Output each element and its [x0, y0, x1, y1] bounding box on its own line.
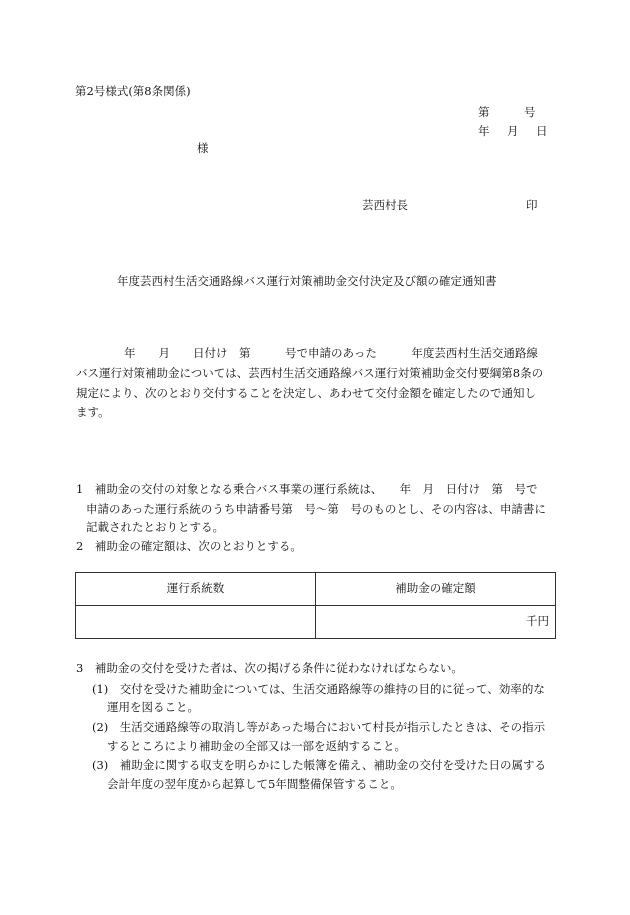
item-3: 3 補助金の交付を受けた者は、次の掲げる条件に従わなければならない。	[76, 661, 463, 675]
item-2: 2 補助金の確定額は、次のとおりとする。	[76, 539, 302, 553]
route-count-cell	[76, 606, 316, 639]
condition-2-line-2: するところにより補助金の全部又は一部を返納すること。	[107, 739, 406, 753]
item-1-line-3: 記載されたとおりとする。	[86, 520, 224, 534]
condition-3-line-1: (3) 補助金に関する収支を明らかにした帳簿を備え、補助金の交付を受けた日の属する	[92, 758, 546, 772]
condition-3-line-2: 会計年度の翌年度から起算して5年間整備保管すること。	[107, 777, 402, 791]
confirmed-amount-cell: 千円	[316, 606, 556, 639]
body-line-1: 年 月 日付け 第 号で申請のあった 年度芸西村生活交通路線	[124, 346, 538, 360]
body-line-4: ます。	[76, 405, 110, 419]
amount-table	[75, 572, 556, 639]
document-title: 年度芸西村生活交通路線バス運行対策補助金交付決定及び額の確定通知書	[117, 274, 497, 288]
condition-1-line-2: 運用を図ること。	[107, 700, 199, 714]
form-number: 第2号様式(第8条関係)	[75, 84, 191, 98]
body-line-3: 規定により、次のとおり交付することを決定し、あわせて交付金額を確定したので通知し	[76, 386, 536, 400]
confirmed-amount-header: 補助金の確定額	[316, 573, 556, 606]
addressee-suffix: 様	[197, 141, 209, 155]
route-count-header: 運行系統数	[76, 573, 316, 606]
condition-2-line-1: (2) 生活交通路線等の取消し等があった場合において村長が指示したときは、その指示	[92, 720, 546, 734]
item-1-line-1: 1 補助金の交付の対象となる乗合バス事業の運行系統は、 年 月 日付け 第 号で	[76, 482, 538, 496]
body-line-2: バス運行対策補助金については、芸西村生活交通路線バス運行対策補助金交付要綱第8条の	[76, 366, 544, 380]
seal-mark: 印	[526, 198, 538, 212]
item-1-line-2: 申請のあった運行系統のうち申請番号第 号～第 号のものとし、その内容は、申請書に	[86, 502, 546, 516]
issue-date: 年 月 日	[478, 124, 551, 138]
issuer-name: 芸西村長	[362, 198, 408, 212]
document-number: 第 号	[478, 105, 536, 119]
condition-1-line-1: (1) 交付を受けた補助金については、生活交通路線等の維持の目的に従って、効率的な	[92, 682, 545, 696]
